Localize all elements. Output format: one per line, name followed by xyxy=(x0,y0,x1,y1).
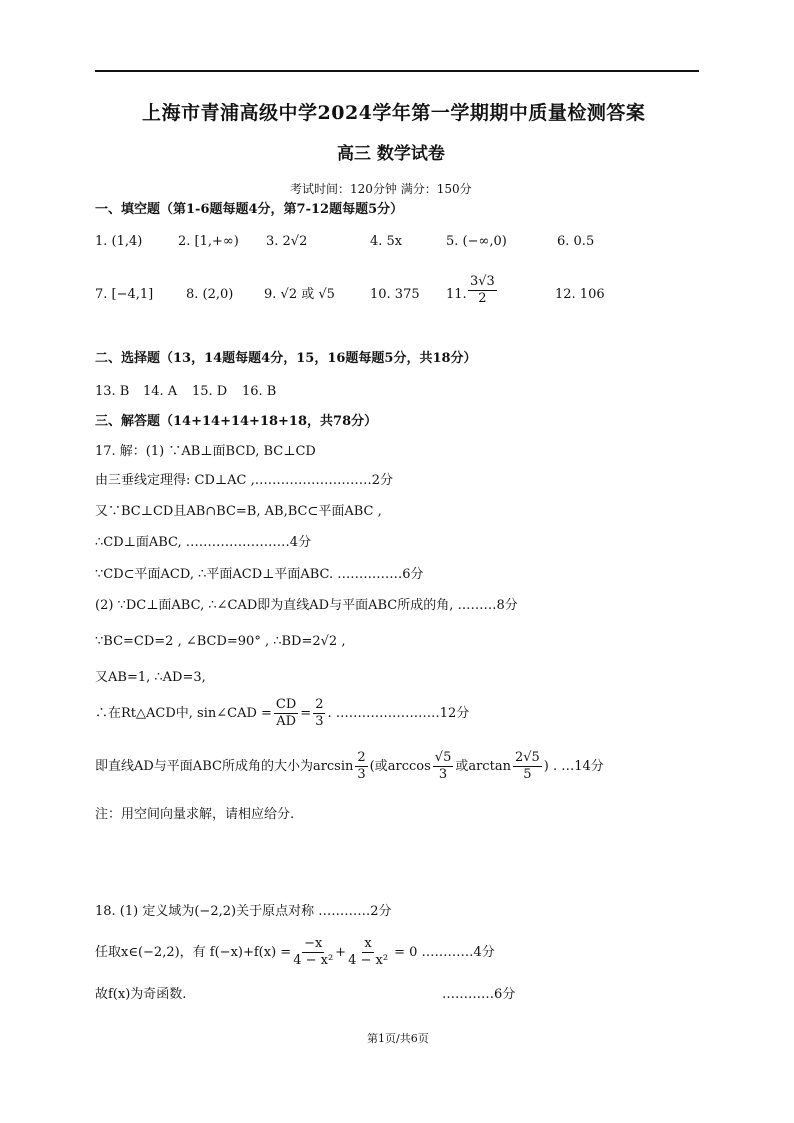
fraction-denominator: 2 xyxy=(478,291,487,306)
plus-sign: + xyxy=(335,944,347,960)
q17-note: 注：用空间向量求解，请相应给分. xyxy=(95,807,295,822)
choice-answer-13: 13. B xyxy=(95,384,130,399)
fraction-numerator: 3√3 xyxy=(470,274,495,289)
section2-heading: 二、选择题（13，14题每题4分，15，16题每题5分，共18分） xyxy=(95,351,477,366)
exam-info: 考试时间：120分钟 满分：150分 xyxy=(290,182,472,196)
page-subtitle: 高三 数学试卷 xyxy=(337,144,445,164)
q18-line1: 18. (1) 定义域为(−2,2)关于原点对称 …………2分 xyxy=(95,904,392,919)
q17-line6: (2) ∵DC⊥面ABC, ∴∠CAD即为直线AD与平面ABC所成的角, ………8分 xyxy=(95,598,518,613)
score-marker: . ……………………12分 xyxy=(327,705,470,721)
choice-answer-15: 15. D xyxy=(192,384,228,399)
fraction-denominator: AD xyxy=(276,714,297,729)
fraction-denominator: 3 xyxy=(315,714,324,729)
q17-line7: ∵BC=CD=2 , ∠BCD=90° , ∴BD=2√2 , xyxy=(95,634,346,649)
fraction-denominator: 4 − x² xyxy=(348,953,389,968)
fraction-denominator: 5 xyxy=(523,767,532,782)
answer-9: 9. √2 或 √5 xyxy=(264,287,335,302)
fraction-denominator: 3 xyxy=(357,767,366,782)
answer-4: 4. 5x xyxy=(370,234,403,249)
answer-1: 1. (1,4) xyxy=(95,234,143,249)
answer-10: 10. 375 xyxy=(370,287,420,302)
fraction-denominator: 3 xyxy=(438,767,448,782)
odd-function-expression: 任取x∈(−2,2)，有 f(−x)+f(x) = xyxy=(95,944,292,960)
section3-heading: 三、解答题（14+14+14+18+18，共78分） xyxy=(95,414,378,429)
answer-5: 5. (−∞,0) xyxy=(446,234,507,249)
page-footer: 第1页/共6页 xyxy=(367,1032,429,1045)
fraction-numerator: x xyxy=(364,936,372,951)
answer-8: 8. (2,0) xyxy=(186,287,234,302)
fraction-numerator: CD xyxy=(275,697,297,712)
equals-sign: = xyxy=(300,705,312,721)
arccos-text: (或arccos xyxy=(369,758,431,774)
fraction-numerator: −x xyxy=(304,936,323,951)
q17-line3: 又∵BC⊥CD且AB∩BC=B, AB,BC⊂平面ABC , xyxy=(95,504,382,519)
answer-11-label: 11. xyxy=(446,287,467,302)
q17-line8: 又AB=1, ∴AD=3, xyxy=(95,670,206,685)
top-rule xyxy=(95,70,699,72)
answer-3: 3. 2√2 xyxy=(266,234,308,249)
choice-answer-16: 16. B xyxy=(242,384,277,399)
q17-line4: ∴CD⊥面ABC, ……………………4分 xyxy=(95,535,312,550)
q17-line10 xyxy=(95,750,604,783)
fraction-numerator: 2 xyxy=(315,697,324,712)
answer-2: 2. [1,+∞) xyxy=(178,234,239,249)
sin-expression: ∴在Rt△ACD中, sin∠CAD = xyxy=(95,705,272,721)
fraction-numerator: 2 xyxy=(357,750,366,765)
arctan-text: 或arctan xyxy=(455,758,511,774)
q17-line9 xyxy=(95,697,469,730)
answer-12: 12. 106 xyxy=(555,287,605,302)
q17-line1: 17. 解：(1) ∵AB⊥面BCD, BC⊥CD xyxy=(95,444,316,459)
answer-6: 6. 0.5 xyxy=(557,234,595,249)
q17-line2: 由三垂线定理得: CD⊥AC ,………………………2分 xyxy=(95,473,393,488)
q18-line3: 故f(x)为奇函数. xyxy=(95,987,187,1002)
score-marker: = 0 …………4分 xyxy=(394,944,495,960)
q18-line3-score: …………6分 xyxy=(442,987,516,1002)
score-marker: ) . …14分 xyxy=(543,758,604,774)
answer-7: 7. [−4,1] xyxy=(95,287,154,302)
choice-answer-14: 14. A xyxy=(143,384,178,399)
section1-heading: 一、填空题（第1-6题每题4分，第7-12题每题5分） xyxy=(95,202,404,217)
fraction-denominator: 4 − x² xyxy=(293,953,334,968)
page-title: 上海市青浦高级中学2024学年第一学期期中质量检测答案 xyxy=(142,102,646,124)
q17-line5: ∵CD⊂平面ACD, ∴平面ACD⊥平面ABC. ……………6分 xyxy=(95,567,424,582)
q18-line2 xyxy=(95,936,495,969)
fraction-numerator: √5 xyxy=(434,750,452,765)
answer-11-fraction xyxy=(466,274,499,307)
fraction-numerator: 2√5 xyxy=(514,750,540,765)
angle-answer-text: 即直线AD与平面ABC所成角的大小为arcsin xyxy=(95,758,354,774)
